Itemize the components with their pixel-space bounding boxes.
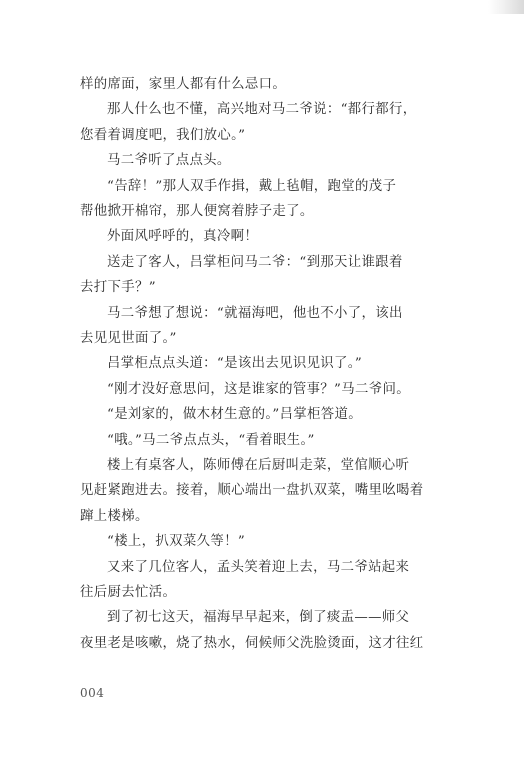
- text-line: “刚才没好意思问，这是谁家的管事？”马二爷问。: [107, 381, 410, 397]
- text-line: 去打下手？”: [80, 280, 156, 296]
- text-line: 蹿上楼梯。: [80, 508, 149, 524]
- text-line: “哦。”马二爷点点头，“看着眼生。”: [107, 432, 315, 448]
- text-line: 夜里老是咳嗽，烧了热水，伺候师父洗脸烫面，这才往红: [80, 635, 424, 651]
- text-line: 往后厨去忙活。: [80, 585, 177, 600]
- text-line: 见赶紧跑进去。接着，顺心端出一盘扒双菜，嘴里吆喝着: [80, 483, 424, 499]
- text-line: 马二爷想了想说：“就福海吧，他也不小了，该出: [107, 305, 403, 321]
- text-line: 马二爷听了点点头。: [107, 153, 231, 169]
- text-line: “楼上，扒双菜久等！”: [107, 534, 246, 550]
- text-line: “是刘家的，做木材生意的。”吕掌柜答道。: [107, 407, 363, 423]
- text-line: 送走了客人，吕掌柜问马二爷：“到那天让谁跟着: [107, 254, 403, 270]
- text-line: 您看着调度吧，我们放心。”: [80, 127, 246, 143]
- text-line: 又来了几位客人，孟头笑着迎上去，马二爷站起来: [107, 559, 410, 575]
- text-line: 到了初七这天，福海早早起来，倒了痰盂——师父: [107, 610, 410, 626]
- text-line: 吕掌柜点点头道：“是该出去见识见识了。”: [107, 356, 363, 372]
- text-line: 帮他掀开棉帘，那人便窝着脖子走了。: [80, 204, 314, 219]
- text-line: 去见见世面了。”: [80, 331, 177, 346]
- text-line: 外面风呼呼的，真冷啊！: [107, 229, 259, 245]
- page-corner-shadow: [488, 0, 524, 14]
- text-line: 那人什么也不懂，高兴地对马二爷说：“都行都行，: [107, 102, 417, 118]
- text-line: 样的席面，家里人都有什么忌口。: [80, 77, 287, 92]
- page-number: 004: [80, 686, 105, 700]
- text-line: 楼上有桌客人，陈师傅在后厨叫走菜，堂倌顺心听: [107, 458, 410, 473]
- text-line: “告辞！”那人双手作揖，戴上毡帽，跑堂的茂子: [107, 178, 397, 194]
